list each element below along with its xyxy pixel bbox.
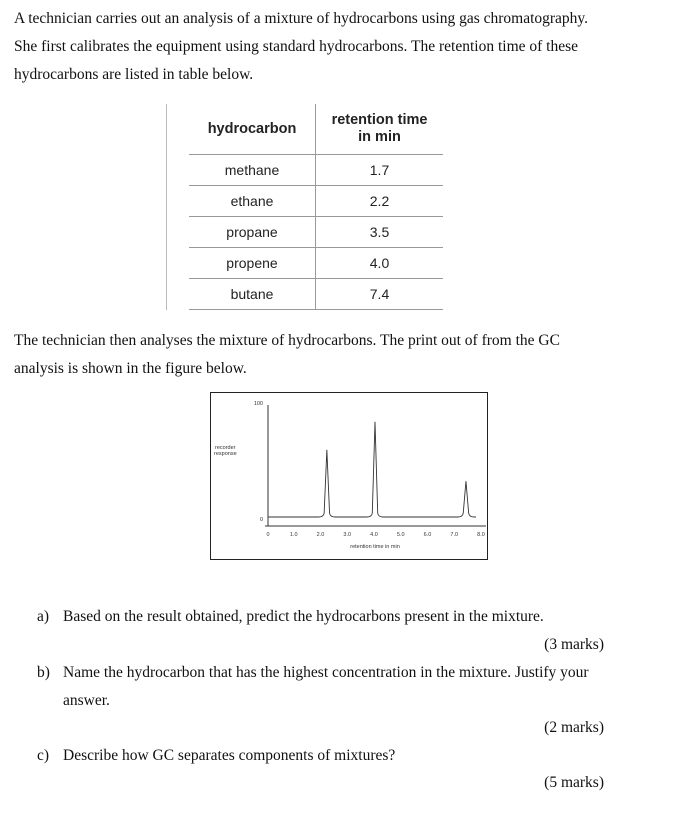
intro-line-2: She first calibrates the equipment using standard hydrocarbons. The retention time of these [14, 38, 579, 55]
chromatogram-trace [268, 422, 476, 517]
question-c-marks: (5 marks) [544, 774, 604, 791]
table-row [189, 279, 443, 310]
x-tick-label: 2.0 [316, 532, 325, 538]
x-tick-label: 4.0 [370, 532, 378, 538]
chromatogram-plot [211, 393, 487, 559]
x-tick-label: 1.0 [289, 532, 298, 538]
retention-value: 2.2 [316, 186, 444, 217]
hydrocarbon-name: butane [189, 279, 316, 310]
x-tick-label: 7.0 [450, 532, 459, 538]
question-b-text-2: answer. [63, 692, 110, 709]
header-hydrocarbon: hydrocarbon [189, 104, 316, 155]
retention-value: 7.4 [316, 279, 444, 310]
middle-line-2: analysis is shown in the figure below. [14, 360, 247, 377]
question-a [37, 607, 544, 627]
x-tick-label: 3.0 [343, 532, 352, 538]
retention-value: 4.0 [316, 248, 444, 279]
table-row [189, 186, 443, 217]
y-tick-label: 100 [253, 401, 263, 407]
hydrocarbon-name: ethane [189, 186, 316, 217]
hydrocarbon-name: propene [189, 248, 316, 279]
question-c-text: Describe how GC separates components of mixtures? [63, 747, 396, 764]
question-c [37, 746, 396, 766]
x-tick-label: 6.0 [423, 532, 432, 538]
question-a-text: Based on the result obtained, predict the hydrocarbons present in the mixture. [63, 608, 544, 625]
question-b-label: b) [37, 664, 50, 681]
intro-line-3: hydrocarbons are listed in table below. [14, 66, 254, 83]
table-row [189, 155, 443, 186]
y-axis-label-line1: recorder [215, 445, 236, 451]
header-retention-line2: in min [358, 129, 401, 145]
question-a-marks: (3 marks) [544, 636, 604, 653]
question-c-label: c) [37, 747, 50, 764]
question-b [37, 663, 589, 683]
table-row [189, 248, 443, 279]
question-a-label: a) [37, 608, 50, 625]
hydrocarbon-name: methane [189, 155, 316, 186]
x-axis-label: retention time in min [350, 544, 400, 550]
x-tick-label: 8.0 [477, 532, 485, 538]
question-b-text-1: Name the hydrocarbon that has the highest concentration in the mixture. Justify your [63, 664, 589, 681]
table-row [189, 217, 443, 248]
y-axis-label-line2: response [214, 451, 237, 457]
hydrocarbon-name: propane [189, 217, 316, 248]
intro-line-1: A technician carries out an analysis of a mixture of hydrocarbons using gas chromatography. [14, 10, 589, 27]
header-retention-time [316, 104, 444, 155]
question-b-marks: (2 marks) [544, 719, 604, 736]
retention-table [189, 104, 443, 310]
middle-line-1: The technician then analyses the mixture of hydrocarbons. The print out of from the GC [14, 332, 560, 349]
intro-paragraph [14, 5, 654, 89]
header-retention-line1: retention time [331, 112, 428, 128]
x-tick-label: 5.0 [396, 532, 405, 538]
retention-value: 1.7 [316, 155, 444, 186]
y-tick-label: 0 [259, 517, 263, 523]
x-tick-label: 0 [266, 532, 270, 538]
chromatogram [210, 392, 488, 560]
middle-paragraph [14, 327, 654, 383]
retention-value: 3.5 [316, 217, 444, 248]
retention-table-frame [166, 104, 447, 310]
